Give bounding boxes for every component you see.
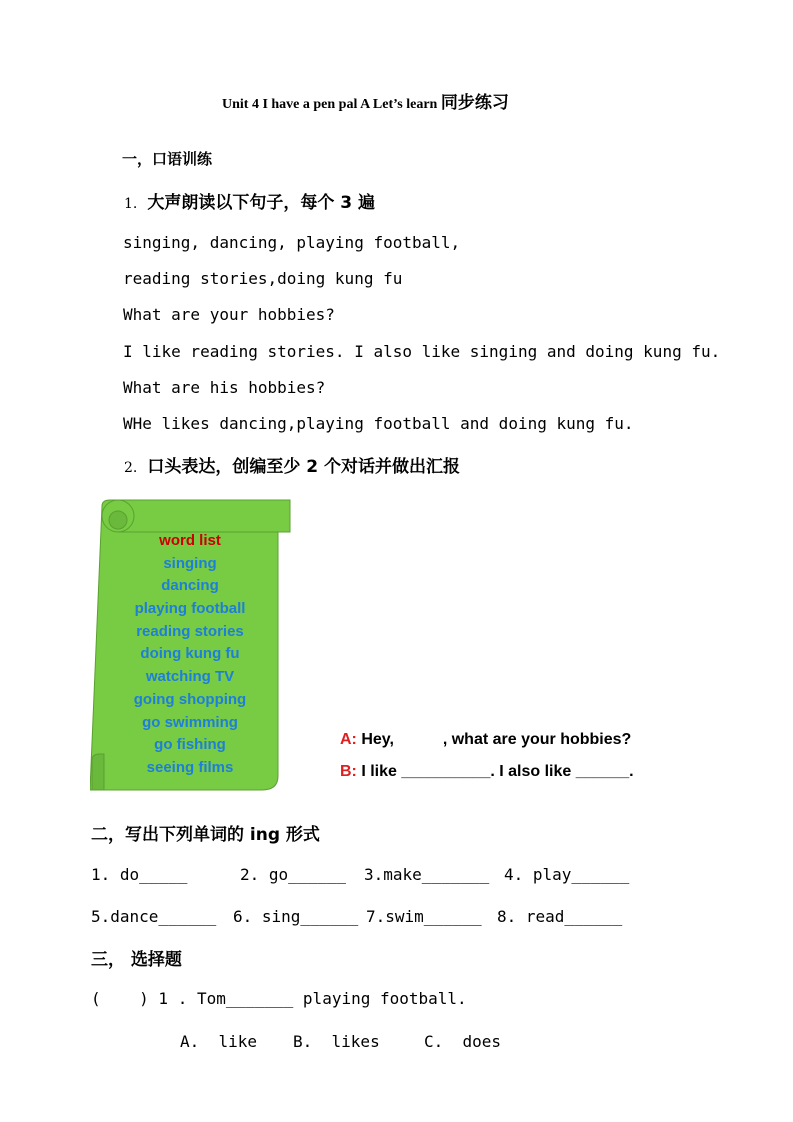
section1-heading: 一，口语训练 <box>122 150 213 168</box>
word-list-item: doing kung fu <box>140 645 240 663</box>
sentence-line: singing, dancing, playing football, <box>123 233 461 252</box>
exercise-item: 8. read______ <box>497 907 623 926</box>
option-b: B. likes <box>293 1032 380 1051</box>
word-list-item: watching TV <box>145 668 235 686</box>
section3-heading: 三， 选择题 <box>91 950 182 970</box>
item1-number: 1. <box>124 196 138 212</box>
title-chinese: 同步练习 <box>440 93 509 113</box>
word-list-item: reading stories <box>136 622 244 640</box>
dialog-line-b <box>340 763 634 781</box>
section2-heading: 二，写出下列单词的 ing 形式 <box>91 825 320 845</box>
word-list-title: word list <box>159 532 221 549</box>
word-list-item: go fishing <box>154 736 226 754</box>
word-list-item: dancing <box>161 577 219 595</box>
exercise-item: 1. do_____ <box>91 865 188 884</box>
title-english: Unit 4 I have a pen pal A Let’s learn <box>222 97 441 112</box>
option-a: A. like <box>180 1032 258 1051</box>
section1-item2 <box>124 452 460 477</box>
dialog-line-a <box>340 731 631 749</box>
dialog-a-text: Hey, , what are your hobbies? <box>356 731 632 748</box>
page-title <box>222 88 509 113</box>
sentence-line: reading stories,doing kung fu <box>123 269 403 288</box>
word-list-item: playing football <box>134 600 246 618</box>
sentence-line: I like reading stories. I also like singing and doing kung fu. <box>123 342 721 361</box>
exercise-item: 2. go______ <box>240 865 346 884</box>
word-list-item: going shopping <box>133 690 247 708</box>
speaker-b-label: B: <box>340 763 357 780</box>
sentence-line: WHe likes dancing,playing football and doing kung fu. <box>123 414 634 433</box>
item2-number: 2. <box>124 460 138 476</box>
sentence-line: What are your hobbies? <box>123 305 335 324</box>
option-c: C. does <box>424 1032 502 1051</box>
exercise-item: 4. play______ <box>504 865 630 884</box>
item2-text: 口头表达，创编至少 2 个对话并做出汇报 <box>147 457 461 477</box>
exercise-item: 3.make_______ <box>364 865 490 884</box>
exercise-item: 5.dance______ <box>91 907 217 926</box>
word-list-item: go swimming <box>142 713 238 731</box>
item1-text: 大声朗读以下句子，每个 3 遍 <box>147 193 376 213</box>
sentence-line: What are his hobbies? <box>123 378 326 397</box>
word-list-item: singing <box>163 554 217 572</box>
word-list <box>110 530 270 780</box>
dialog-b-text: I like __________. I also like ______. <box>356 763 634 780</box>
section1-item1 <box>124 188 375 213</box>
exercise-item: 7.swim______ <box>366 907 482 926</box>
speaker-a-label: A: <box>340 731 357 748</box>
word-list-item: seeing films <box>146 758 234 776</box>
question-1: ( ) 1 . Tom_______ playing football. <box>91 989 467 1008</box>
exercise-item: 6. sing______ <box>233 907 359 926</box>
